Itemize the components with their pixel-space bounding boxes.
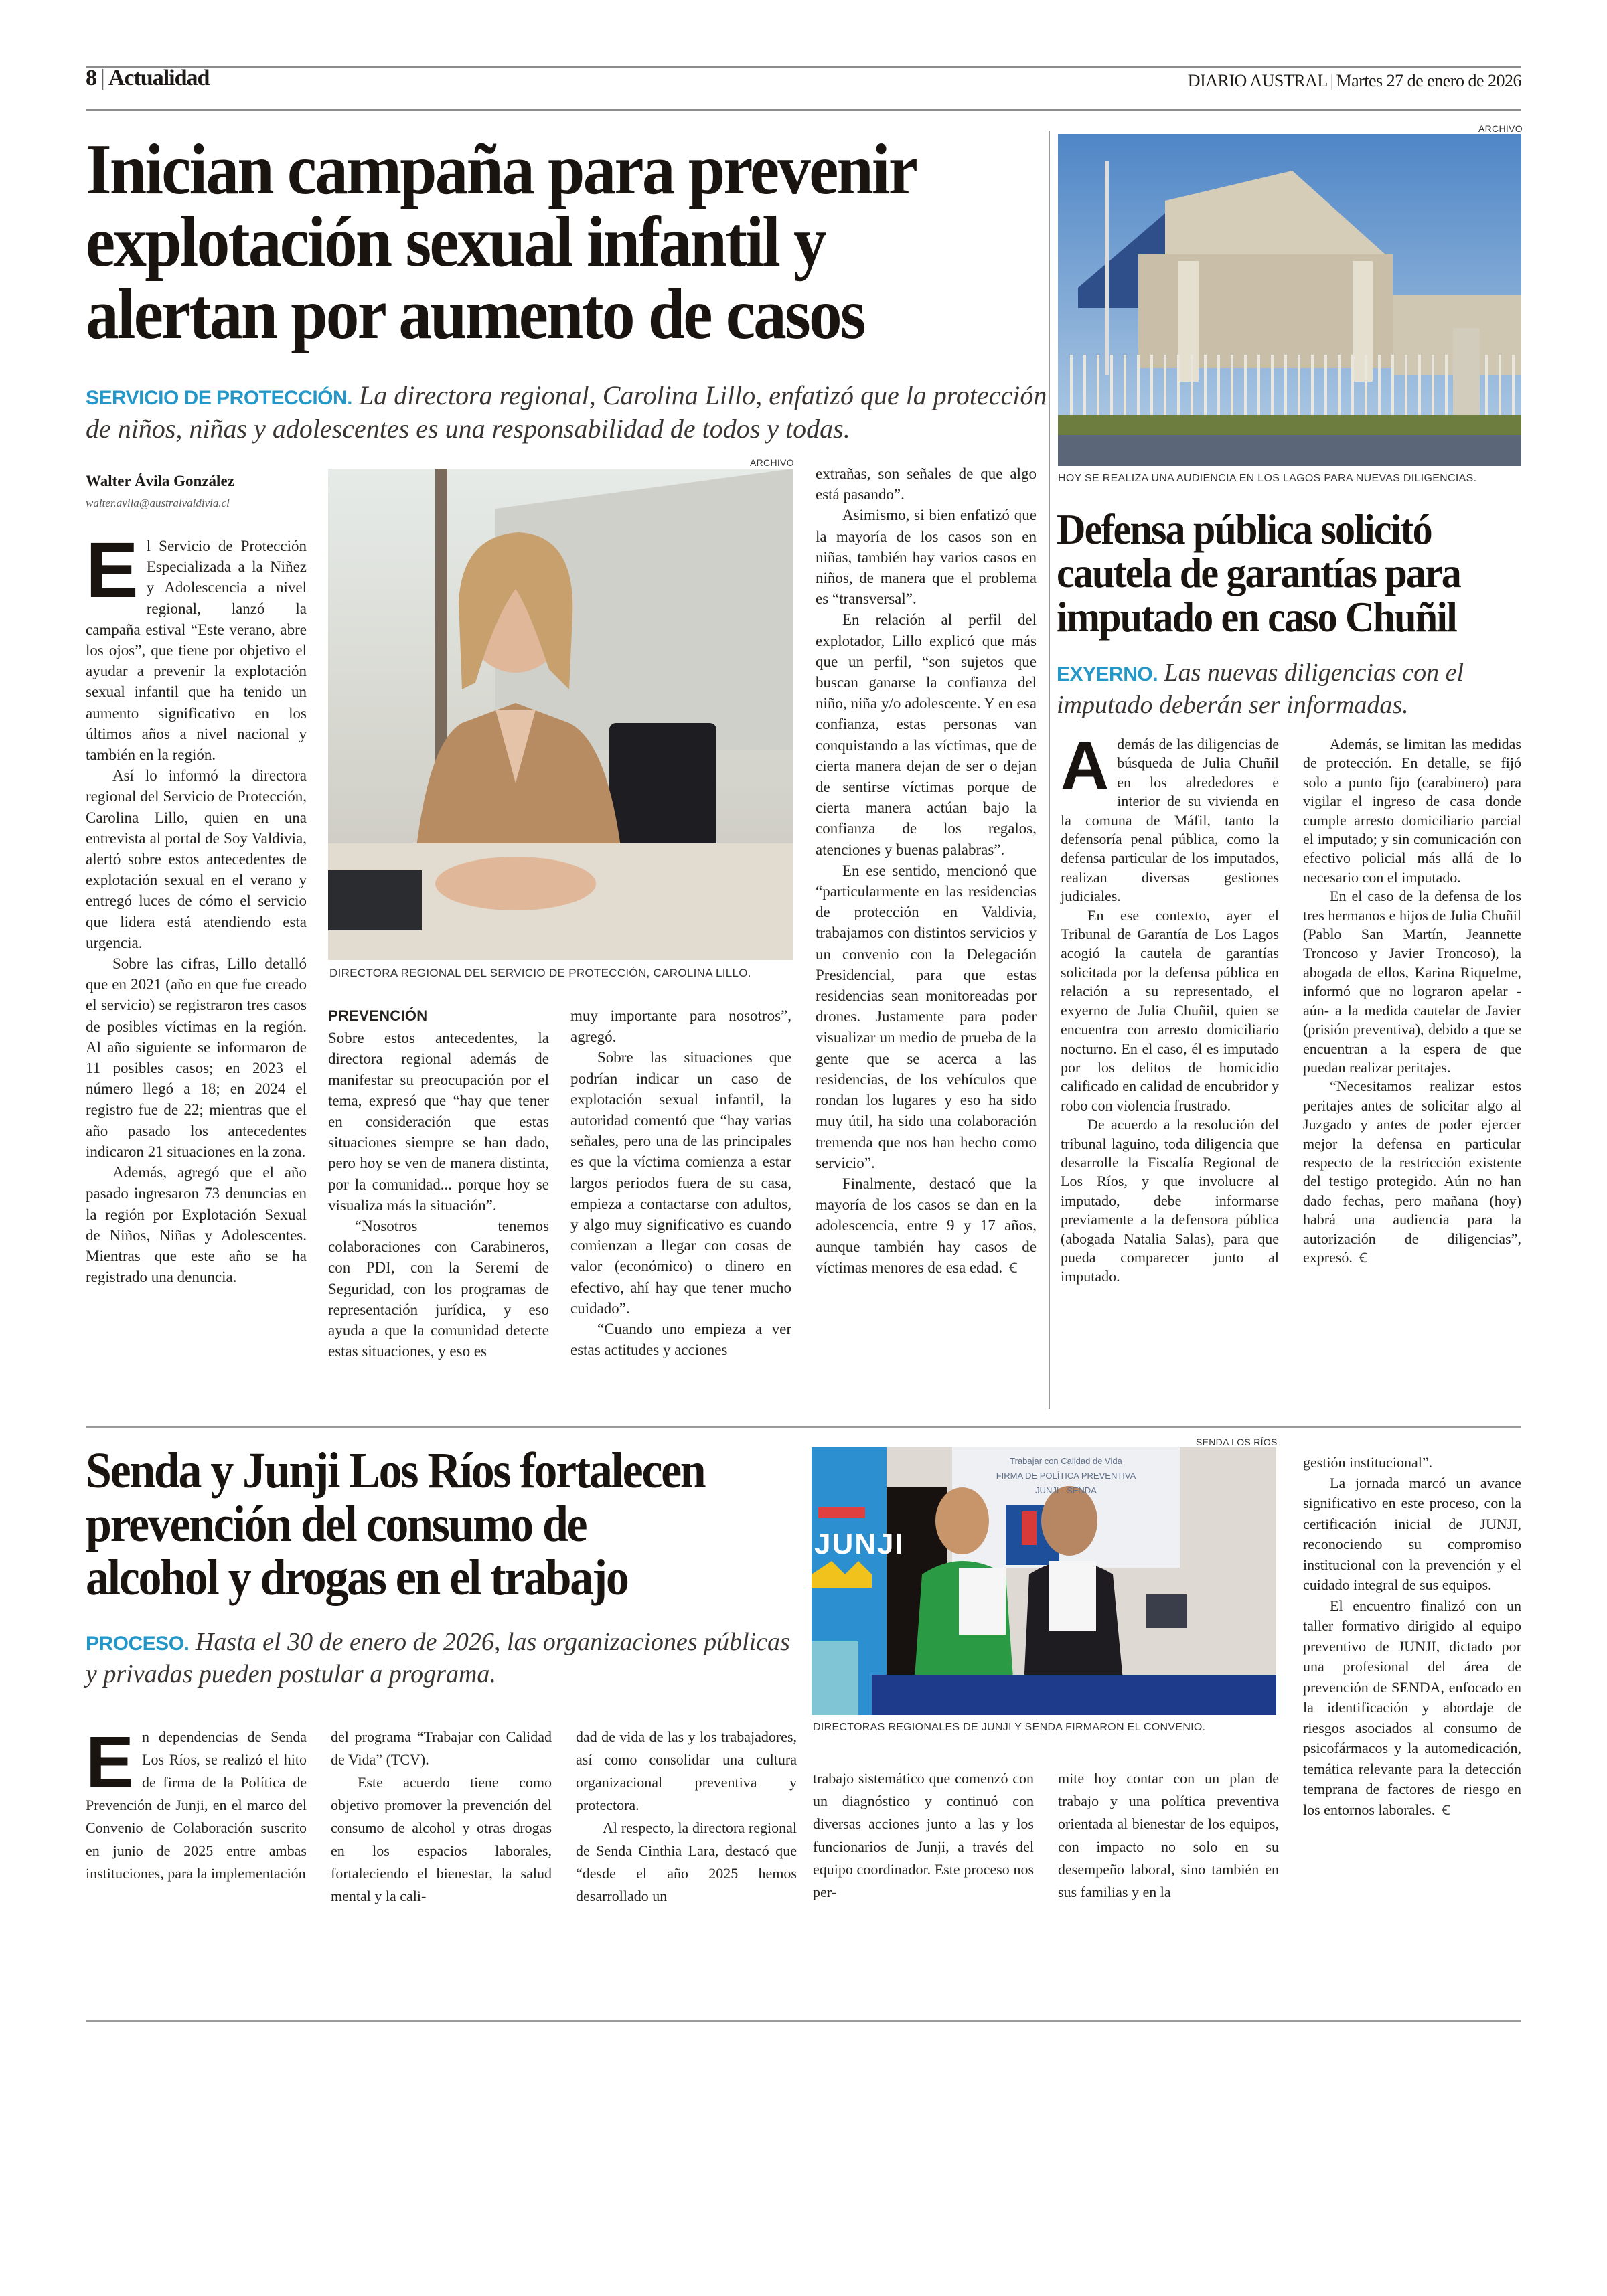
banner-line: JUNJI - SENDA bbox=[1035, 1485, 1097, 1495]
paragraph: En ese contexto, ayer el Tribunal de Garantía de Los Lagos acogió la cautela de garantías solicitada por la defensa pública en relación a su representado, el exyerno de Julia Chuñil, quien se encuentra con arresto domiciliario nocturno. En el caso, él es imputado por los delitos de homicidio calificado en calidad de encubridor y robo con violencia frustrado. bbox=[1061, 906, 1279, 1114]
bottom-column-3 bbox=[576, 1726, 797, 1908]
masthead: DIARIO AUSTRAL | Martes 27 de enero de 2026 bbox=[1187, 71, 1521, 90]
paragraph: Sobre las cifras, Lillo detalló que en 2021 (año en que fue creado el servicio) se registraron tres casos de posibles víctimas en la región. Al año siguiente se informaron de 11 posibles casos; en 2023 el número llegó a 18; en 2024 el registro fue de 22; mientras que el año pasado los antecedentes indicaron 21 situaciones en la zona. bbox=[86, 955, 307, 1160]
issue-date: Martes 27 de enero de 2026 bbox=[1336, 71, 1521, 90]
paragraph: Además, agregó que el año pasado ingresaron 73 denuncias en la región por Explotación Sexual de Niños, Niñas y Adolescentes. Mientras que este año se ha registrado una denuncia. bbox=[86, 1164, 307, 1286]
top-rule bbox=[86, 66, 1521, 68]
bottom-photo-caption: DIRECTORAS REGIONALES DE JUNJI Y SENDA FIRMARON EL CONVENIO. bbox=[813, 1722, 1206, 1733]
headline-line: Senda y Junji Los Ríos fortalecen bbox=[86, 1443, 705, 1499]
page-number: 8 bbox=[86, 66, 96, 90]
paragraph: Además de las diligencias de búsqueda de Julia Chuñil en los alrededores e interior de su vivienda en la comuna de Máfil, tanto la defensoría penal pública, como la defensa particular de los imputados, realizan diversas gestiones judiciales. bbox=[1061, 728, 1279, 905]
paragraph: En relación al perfil del explotador, Lillo explicó que más que un perfil, “son sujetos que buscan ganarse la confianza del niño, niña y/o adolescente. Y en esa confianza, estas personas van conquistando a las víctimas, que de cierta manera dejan de ser o dejan de sentirse víctimas porque de cierta manera actúan bajo la confianza de los regalos, atenciones y buenas palabras”. bbox=[816, 611, 1037, 858]
paragraph: trabajo sistemático que comenzó con un diagnóstico y continuó con diversas acciones junto a las y los funcionarios de Junji, a través del equipo coordinador. Este proceso nos per- bbox=[813, 1770, 1034, 1900]
paragraph: “Cuando uno empieza a ver estas actitudes y acciones bbox=[570, 1321, 791, 1359]
paragraph: Además, se limitan las medidas de protección. En detalle, se fijó solo a punto fijo (carabinero) para vigilar el ingreso de casa donde cumple arresto domiciliario parcial el imputado; y sin comunicación con efectivo policial más allá de lo necesario con el imputado. bbox=[1303, 736, 1521, 886]
byline: Walter Ávila González bbox=[86, 473, 234, 489]
section-name: Actualidad bbox=[108, 66, 210, 90]
headline-line: alcohol y drogas en el trabajo bbox=[86, 1549, 628, 1606]
main-headline bbox=[86, 130, 1010, 354]
main-photo-caption: DIRECTORA REGIONAL DEL SERVICIO DE PROTECCIÓN, CAROLINA LILLO. bbox=[329, 967, 751, 979]
side-kicker: EXYERNO. bbox=[1057, 663, 1158, 685]
paragraph: gestión institucional”. bbox=[1303, 1454, 1433, 1471]
dropcap: A bbox=[1061, 728, 1109, 803]
photo-banner bbox=[966, 1454, 1166, 1498]
courthouse-illustration bbox=[1058, 134, 1521, 466]
paragraph: En dependencias de Senda Los Ríos, se realizó el hito de firma de la Política de Prevención de Junji, en el marco del Convenio de Colaboración suscrito en junio de 2025 entre ambas instituciones, para la implementación bbox=[86, 1721, 307, 1882]
main-deck-text: La directora regional, Carolina Lillo, enfatizó que la protección de niños, niñas y adolescentes es una responsabilidad de todos y todas. bbox=[86, 380, 1047, 444]
headline-line: cautela de garantías para bbox=[1057, 549, 1461, 597]
paragraph: muy importante para nosotros”, agregó. bbox=[570, 1007, 791, 1046]
paragraph: El encuentro finalizó con un taller formativo dirigido al equipo preventivo de JUNJI, dictado por una profesional del área de prevención de SENDA, enfocado en la identificación y abordaje de riesgos asociados al consumo de psicofármacos y la automedicación, temática relevante para la detección temprana de factores de riesgo en los entornos laborales. Ꞓ bbox=[1303, 1596, 1521, 1818]
dropcap: E bbox=[86, 526, 139, 614]
portrait-illustration bbox=[328, 469, 793, 960]
banner-line: Trabajar con Calidad de Vida bbox=[1010, 1456, 1122, 1466]
banner-line: FIRMA DE POLÍTICA PREVENTIVA bbox=[996, 1471, 1136, 1481]
paragraph: Al respecto, la directora regional de Senda Cinthia Lara, destacó que “desde el año 2025 hemos desarrollado un bbox=[576, 1819, 797, 1904]
paragraph: “Necesitamos realizar estos peritajes antes de solicitar algo al Juzgado y antes de poder ejercer mejor la defensa en particular respecto de la restricción existente del testigo protegido. Aún no han dado fechas, pero mañana (hoy) habrá una audiencia para la autorización de diligencias”, expresó. Ꞓ bbox=[1303, 1078, 1521, 1266]
header-rule bbox=[86, 109, 1521, 111]
bottom-column-2 bbox=[331, 1726, 552, 1908]
side-deck bbox=[1057, 657, 1525, 721]
dropcap: E bbox=[86, 1721, 135, 1802]
main-column-1 bbox=[86, 526, 307, 1287]
main-column-4 bbox=[816, 463, 1037, 1279]
headline-line: Inician campaña para prevenir bbox=[86, 130, 917, 210]
side-column-1 bbox=[1061, 728, 1279, 1287]
paragraph: Este acuerdo tiene como objetivo promover la prevención del consumo de alcohol y otras drogas en los espacios laborales, fortaleciendo el bienestar, la salud mental y la cali- bbox=[331, 1774, 552, 1904]
headline-line: imputado en caso Chuñil bbox=[1057, 592, 1456, 641]
paragraph: El Servicio de Protección Especializada a la Niñez y Adolescencia a nivel regional, lanzó la campaña estival “Este verano, abre los ojos”, que tiene por objetivo el ayudar a prevenir la explotación sexual infantil que ha tenido un aumento significativo en los últimos años a nivel nacional y también en la región. bbox=[86, 526, 307, 764]
side-photo bbox=[1058, 134, 1521, 466]
side-column-2 bbox=[1303, 735, 1521, 1268]
bottom-photo bbox=[812, 1447, 1276, 1715]
headline-line: Defensa pública solicitó bbox=[1057, 505, 1432, 553]
main-deck bbox=[86, 379, 1050, 446]
headline-line: alertan por aumento de casos bbox=[86, 274, 864, 354]
paragraph: Sobre las situaciones que podrían indicar un caso de explotación sexual infantil, la autoridad comentó que “hay varias señales, pero una de las principales es que la víctima comienza a estar largos periodos fuera de su casa, empieza a contactarse con adultos, y algo muy significativo es cuando comienzan a llegar con cosas de valor (económico) o dinero en efectivo, ahí hay que tener mucho cuidado”. bbox=[570, 1049, 791, 1317]
publication-name: DIARIO AUSTRAL bbox=[1187, 71, 1328, 90]
bottom-headline bbox=[86, 1445, 763, 1605]
bottom-column-5 bbox=[1058, 1767, 1279, 1904]
bottom-column-1 bbox=[86, 1721, 307, 1885]
main-kicker: SERVICIO DE PROTECCIÓN. bbox=[86, 387, 353, 409]
headline-line: explotación sexual infantil y bbox=[86, 202, 826, 282]
paragraph: extrañas, son señales de que algo está pasando”. bbox=[816, 465, 1037, 503]
end-mark-icon: Ꞓ bbox=[1009, 1260, 1018, 1276]
footer-rule bbox=[86, 2020, 1521, 2022]
paragraph: Asimismo, si bien enfatizó que la mayoría de los casos son en niñas, también hay varios casos en niños, de manera que el problema es “transversal”. bbox=[816, 507, 1037, 608]
bottom-deck-text: Hasta el 30 de enero de 2026, las organizaciones públicas y privadas pueden postular a programa. bbox=[86, 1628, 790, 1688]
paragraph: dad de vida de las y los trabajadores, así como consolidar una cultura organizacional preventiva y protectora. bbox=[576, 1728, 797, 1813]
main-column-3 bbox=[570, 1005, 791, 1360]
end-mark-icon: Ꞓ bbox=[1442, 1803, 1450, 1818]
page-folio: 8 | Actualidad bbox=[86, 66, 210, 90]
paragraph: La jornada marcó un avance significativo en este proceso, con la certificación inicial de JUNJI, reconociendo su compromiso institucional con la prevención y el cuidado integral de sus equipos. bbox=[1303, 1474, 1521, 1593]
paragraph: mite hoy contar con un plan de trabajo y una política preventiva orientada al bienestar de los equipos, con impacto no solo en su desempeño laboral, sino también en sus familias y en la bbox=[1058, 1770, 1279, 1900]
main-photo bbox=[328, 469, 793, 960]
paragraph: del programa “Trabajar con Calidad de Vida” (TCV). bbox=[331, 1728, 552, 1768]
author-email[interactable]: walter.avila@australvaldivia.cl bbox=[86, 497, 230, 509]
bottom-kicker: PROCESO. bbox=[86, 1633, 189, 1655]
subhead: PREVENCIÓN bbox=[328, 1007, 428, 1024]
bottom-column-4 bbox=[813, 1767, 1034, 1904]
junji-logo: JUNJI bbox=[814, 1528, 905, 1560]
side-deck-text: Las nuevas diligencias con el imputado deberán ser informadas. bbox=[1057, 659, 1464, 719]
bottom-column-6 bbox=[1303, 1453, 1521, 1821]
paragraph: Así lo informó la directora regional del Servicio de Protección, Carolina Lillo, quien en una entrevista al portal de Soy Valdivia, alertó sobre estos antecedentes de explotación sexual en el verano y entregó luces de cómo el servicio que lidera está atendiendo esta urgencia. bbox=[86, 767, 307, 951]
bottom-photo-credit: SENDA LOS RÍOS bbox=[1196, 1437, 1278, 1447]
side-headline bbox=[1057, 507, 1535, 639]
main-column-2 bbox=[328, 1005, 549, 1362]
paragraph: Sobre estos antecedentes, la directora regional además de manifestar su preocupación por el tema, expresó que “hay que tener en consideración que estas situaciones siempre se han dado, pero hoy se ven de manera distinta, por la comunidad... porque hoy se visualiza más la situación”. bbox=[328, 1030, 549, 1214]
paragraph: “Nosotros tenemos colaboraciones con Carabineros, con PDI, con la Seremi de Seguridad, con los programas de representación jurídica, y eso ayuda a que la comunidad detecte estas situaciones, y eso es bbox=[328, 1218, 549, 1360]
side-photo-caption: HOY SE REALIZA UNA AUDIENCIA EN LOS LAGOS PARA NUEVAS DILIGENCIAS. bbox=[1058, 473, 1477, 484]
paragraph: En ese sentido, mencionó que “particularmente en las residencias de protección en Valdivia, trabajamos con distintos servicios y un convenio con la Delegación Presidencial, para que estas residencias sean monitoreadas por drones. Justamente para poder visualizar un medio de prueba de la gente que se acerca a las residencias, de los vehículos que rondan los lugares y eso ha sido muy útil, ha sido una colaboración tremenda que nos han hecho como servicio”. bbox=[816, 862, 1037, 1171]
main-photo-credit: ARCHIVO bbox=[750, 457, 794, 468]
headline-line: prevención del consumo de bbox=[86, 1495, 587, 1552]
column-divider bbox=[1049, 131, 1050, 1409]
section-divider bbox=[86, 1426, 1521, 1428]
paragraph: De acuerdo a la resolución del tribunal laguino, toda diligencia que desarrolle la Fiscalía Regional de Los Ríos, y que involucre al imputado, debe informarse previamente a la defensora pública (abogada Natalia Salas), para que pueda comparecer junto al imputado. bbox=[1061, 1116, 1279, 1285]
paragraph: En el caso de la defensa de los tres hermanos e hijos de Julia Chuñil (Pablo San Martín, Jeannette Troncoso y Javier Troncoso), la abogada de ellos, Karina Riquelme, informó que no lograron apelar -aún- a la medida cautelar de Javier (prisión preventiva), debido a que se encuentran a la espera de que puedan realizar peritajes. bbox=[1303, 888, 1521, 1076]
paragraph: Finalmente, destacó que la mayoría de los casos se dan en la adolescencia, entre 9 y 17 años, aunque también hay casos de víctimas menores de esa edad. Ꞓ bbox=[816, 1175, 1037, 1276]
end-mark-icon: Ꞓ bbox=[1359, 1250, 1368, 1266]
bottom-deck bbox=[86, 1627, 795, 1690]
side-photo-credit: ARCHIVO bbox=[1478, 123, 1523, 134]
